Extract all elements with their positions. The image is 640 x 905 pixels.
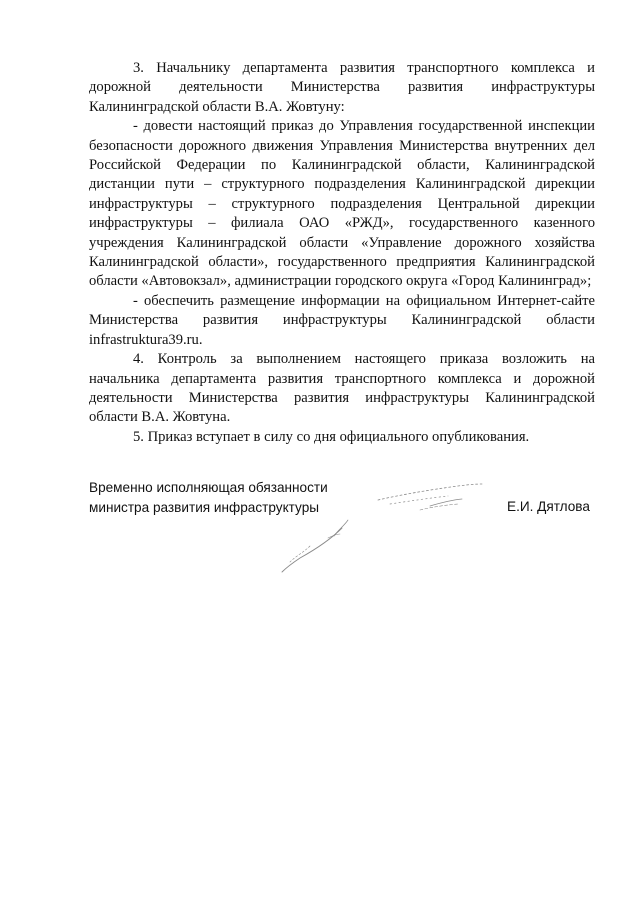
paragraph-notify-list: - довести настоящий приказ до Управления государственной инспекции безопасности дорожного движения Управления Министерства внутренних дел Российской Федерации по Калининградской области, Калининградской дистанции пути – структурного подразделения Калининградской дирекции инфраструктуры – структурного подразделения Центральной дирекции инфраструктуры – филиала ОАО «РЖД», государственного казенного учреждения Калининградской области «Управление дорожного хозяйства Калининградской области», государственного предприятия Калининградской области «Автовокзал», администрации городского округа «Город Калининград»; <box>89 118 595 290</box>
signatory-position-line-1: Временно исполняющая обязанности <box>89 480 328 495</box>
signatory-position-line-2: министра развития инфраструктуры <box>89 499 320 515</box>
order-body <box>89 59 595 447</box>
paragraph-item-4: 4. Контроль за выполнением настоящего приказа возложить на начальника департамента развития транспортного комплекса и дорожной деятельности Министерства развития инфраструктуры Калининградской области В.А. Жовтуна. <box>89 351 595 426</box>
handwritten-signature <box>270 476 500 586</box>
paragraph-publish-online: - обеспечить размещение информации на официальном Интернет-сайте Министерства развития инфраструктуры Калининградской области infrastruktura39.ru. <box>89 292 595 348</box>
paragraph-item-5: 5. Приказ вступает в силу со дня официального опубликования. <box>133 428 530 445</box>
signatory-name: Е.И. Дятлова <box>507 499 590 514</box>
paragraph-item-3: 3. Начальнику департамента развития транспортного комплекса и дорожной деятельности Министерства развития инфраструктуры Калининградской области В.А. Жовтуну: <box>89 60 595 115</box>
